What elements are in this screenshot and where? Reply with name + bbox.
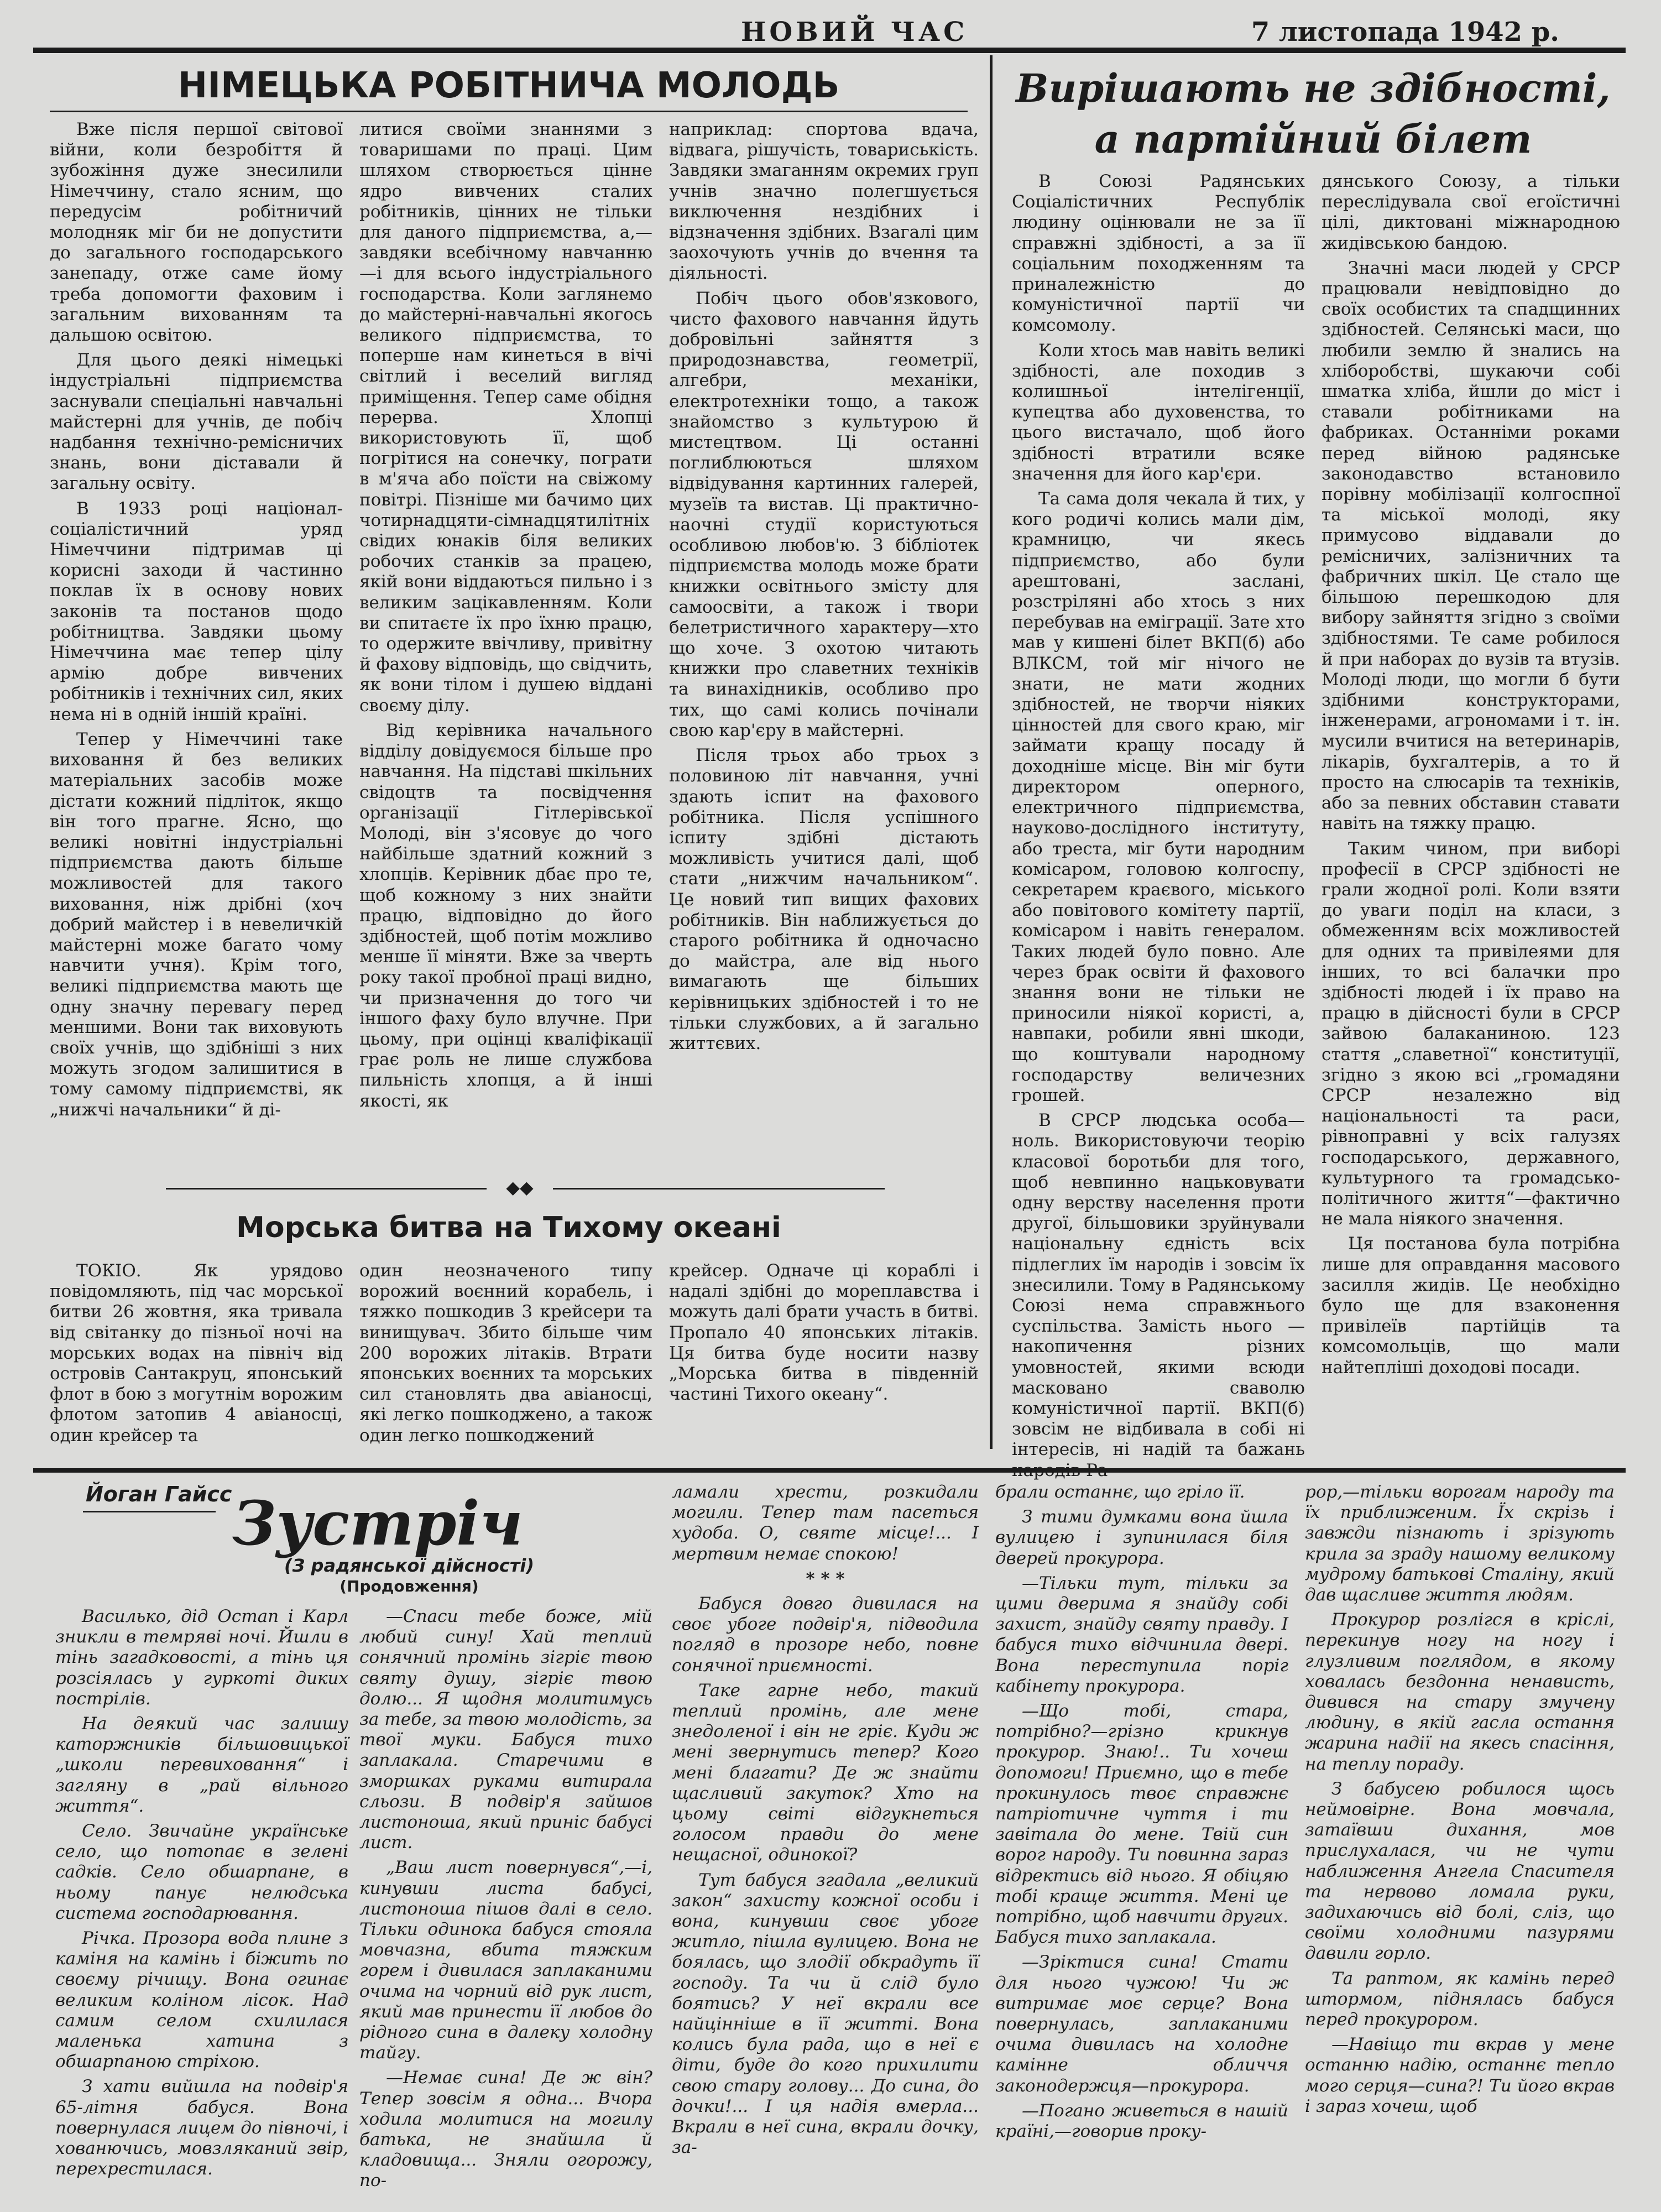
article-column (50, 1261, 343, 1449)
paragraph: „Ваш лист повернувся“,—і, кинувши листа бабусі, листоноша пішов далі в село. Тільки одинока бабуся стояла мовчазна, вбита тяжким горем і дивилася заплаканими очима на чорний від рук лист, який мав принести її любов до рідного сина в далеку холодну тайгу. (359, 1858, 652, 2063)
top-rule (33, 48, 1626, 53)
article-column (669, 119, 979, 1159)
story-column (995, 1482, 1288, 2198)
paragraph: В Союзі Радянських Соціалістичних Республік людину оцінювали не за її справжні здібності, а за її соціальним походженням та приналежністю до комуністичної партії чи комсомолу. (1012, 171, 1305, 336)
column-divider (990, 55, 993, 1449)
paragraph: В СРСР людська особа—ноль. Використовуючи теорію класової боротьби для того, щоб невпинно нацьковувати одну верству населення проти другої, більшовики зруйнували національну єдність всіх підлеглих їм народів і зовсім їх знесилили. Тому в Радянському Союзі нема справжнього суспільства. Замість нього — накопичення різних умовностей, якими всюди масковано сваволю комуністичної партії. ВКП(б) зовсім не відбивала в собі ні інтересів, ні надій та бажань (1012, 1110, 1305, 1460)
paragraph: Побіч цього обов'язкового, чисто фахового навчання йдуть добровільні зайняття з природознавства, геометрії, алгебри, механіки, електротехніки тощо, а також знайомство з культурою й мистецтвом. Ці останні поглиблюються шляхом відвідування картинних галерей, музеїв та вистав. Ці практично-наочні студії користуються особливою любов'ю. З бібліотек підприємства молодь може брати книжки освітнього змісту для самоосвіти, а також і твори белетристичного характеру—хто що хоче. З охотою читають книжки про славетних техніків та винахідників, особливо про тих, що самі колись почінали свою кар'єру в майстерні. (669, 288, 979, 740)
ornament-icon: ◆◆ (487, 1177, 553, 1198)
paragraph: Коли хтось мав навіть великі здібності, але походив з колишньої інтелігенції, купецтва або духовенства, то цього вистачало, щоб його здібності втратили всяке значення для його кар'єри. (1012, 340, 1305, 484)
paragraph: Тут бабуся згадала „великий закон“ захисту кожної особи і вона, кинувши своє убоге житло, пішла вулицею. Вона не боялась, що злодії обкрадуть її господу. Та чи й слід було боятись? У неї вкрали все найцінніше в її житті. Вона колись була рада, що в неї є діти, буде до кого прихилити свою стару голову... До сина, до дочки!... І ця надія вмерла... Вкрали в неї сина, вкрали дочку, за- (672, 1870, 979, 2158)
paragraph: Від керівника начального відділу довідуємося більше про навчання. На підставі шкільних свідоцтв та посвідчення організації Гітлерівської Молоді, він з'ясовує до чого найбільше здатний кожний з хлопців. Керівник дбає про те, щоб кожному з них знайти працю, відповідно до його здібностей, щоб потім можливо менше її міняти. Вже за чверть року такої пробної праці видно, чи призначення до того чи іншого фаху було влучне. При цьому, при оцінці кваліфікації грає роль не лише службова пильність хлопця, а й інші якості, як (359, 720, 652, 1111)
article-column (1322, 171, 1620, 1449)
article-column (50, 119, 343, 1159)
newspaper-name: НОВИЙ ЧАС (741, 17, 968, 48)
article-column (359, 1261, 652, 1449)
author-name: Йоган Гайсс (86, 1482, 232, 1506)
paragraph: Річка. Прозора вода плине з каміня на камінь і біжить по своєму річищу. Вона огинає великим коліном лісок. Над самим селом схилилася маленька хатина з обшарпаною стріхою. (55, 1928, 348, 2072)
paragraph: З бабусею робилося щось неймовірне. Вона мовчала, затаївши дихання, мов прислухалася, чи не чути наближення Ангела Спасителя та нервово ломала руки, задихаючись від болі, сліз, що своїми холодними пазурями давили горло. (1305, 1778, 1615, 1964)
section-rule (33, 1468, 1626, 1473)
article-column (1012, 171, 1305, 1460)
paragraph: Бабуся довго дивилася на своє убоге подвір'я, підводила погляд в прозоре небо, повне сонячної приємності. (672, 1594, 979, 1676)
story-subtitle: (З радянської дійсності) (284, 1555, 534, 1576)
story-column (55, 1606, 348, 2198)
title-underline (50, 111, 968, 112)
paragraph: Вже після першої світової війни, коли безробіття й зубожіння дуже знесилили Німеччину, стало ясним, що передусім робітничий молодняк міг би не допустити до загального господарського занепаду, отже саме йому треба допомогти фаховим і загальним вихованням та дальшою освітою. (50, 119, 343, 346)
paragraph: Та раптом, як камінь перед штормом, піднялась бабуся перед прокурором. (1305, 1968, 1615, 2030)
story-title: Зустріч (232, 1488, 523, 1559)
paragraph: ТОКІО. Як урядово повідомляють, під час морської битви 26 жовтня, яка тривала від світанку до пізньої ночі на морських водах на північ від островів Сантакруц, японський флот в бою з могутнім ворожим флотом затопив 4 авіаносці, один крейсер та (50, 1261, 343, 1446)
paragraph: З тими думками вона йшла вулицею і зупинилася біля дверей прокурора. (995, 1507, 1288, 1568)
paragraph: Село. Звичайне українське село, що потопає в зелені садків. Село обшарпане, в ньому панує нелюдська система господарювання. (55, 1821, 348, 1923)
paragraph: Василько, дід Остап і Карл зникли в темряві ночі. Йшли в тінь загадковості, а тінь ця розсіялась у гуркоті диких пострілів. (55, 1606, 348, 1709)
paragraph: Тепер у Німеччині таке виховання й без великих матеріальних засобів може дістати кожний підліток, якщо він того прагне. Ясно, що великі новітні індустріальні підприємства дають більше можливостей для такого виховання, ніж дрібні (хоч добрий майстер і в невеличкій майстерні може багато чому навчити учня). Крім того, великі підприємства мають ще одну значну перевагу перед меншими. Вони так виховують своїх учнів, що здібніші з них можуть згодом залишитися в тому самому підприємстві, як „нижчі начальники“ й ді- (50, 729, 343, 1120)
paragraph: —Немає сина! Де ж він? Тепер зовсім я одна... Вчора ходила молитися на могилу батька, не знайшла й кладовища... Зняли огорожу, по- (359, 2068, 652, 2191)
author-underline (83, 1511, 216, 1512)
story-column (1305, 1482, 1615, 2198)
article-title: НІМЕЦЬКА РОБІТНИЧА МОЛОДЬ (177, 65, 840, 106)
paragraph: Таким чином, при виборі професії в СРСР здібності не грали жодної ролі. Коли взяти до уваги поділ на класи, з обмеженням всіх можливостей для одних та привілеями для інших, то всі балачки про здібності людей і їх право на працю в дійсності були в СРСР зайвою балаканиною. 123 стаття „славетної“ конституції, згідно з якою всі „громадяни СРСР незалежно від національності та раси, рівноправні у всіх галузях господарського, державного, культурного та громадсько-політичного життя“—фактично не мала ніякого значення. (1322, 838, 1620, 1229)
story-column (672, 1482, 979, 2198)
article-column (359, 119, 652, 1159)
paragraph: —Спаси тебе боже, мій любий сину! Хай теплий сонячний промінь зігріє твою святу душу, зігріє твою долю... Я щодня молитимусь за тебе, за твою молодість, за твої муки. Бабуся тихо заплакала. Старечими в зморшках руками витирала сльози. В подвір'я зайшов листоноша, який приніс бабусі лист. (359, 1606, 652, 1853)
paragraph: Для цього деякі німецькі індустріальні підприємства заснували спеціальні навчальні майстерні для учнів, де побіч надбання технічно-ремісничих знань, вони діставали й загальну освіту. (50, 350, 343, 494)
paragraph: Значні маси людей у СРСР працювали невідповідно до своїх особистих та спадщинних здібностей. Селянські маси, що любили землю й знались на хліборобстві, шукаючи собі шматка хліба, йшли до міст і ставали робітниками на фабриках. Останніми роками перед війною радянське законодавство встановило порівну мобілізації колгоспної та міської молоді, яку примусово віддавали до ремісничих, залізничних та фабричних шкіл. Це стало ще більшою перешкодою для вибору зайняття згідно з своїми здібностями. Те саме робилося й при наборах до вузів та втузів. Молоді люди, що могли б бути здібними конструкторами, інженерами, агрономами і т. ін. мусили вчитися на ветеринарів, лікарів, бухгалтерів, а то й просто на слюсарів та техніків, або за певних обставин ставати навіть на тяжку працю. (1322, 258, 1620, 834)
story-column (359, 1606, 652, 2198)
paragraph: литися своїми знаннями з товаришами по праці. Цим шляхом створюється цінне ядро вивчених сталих робітників, цінних не тільки для даного підприємства, а,—завдяки всебічному навчанню—і для всього індустріального господарства. Коли заглянемо до майстерні-навчальні якогось великого підприємства, то поперше нам кинеться в вічі світлий і веселий вигляд приміщення. Тепер саме обідня перерва. Хлопці використовують її, щоб погрітися на сонечку, пограти в м'яча або поїсти на свіжому повітрі. Пізніше ми бачимо цих чотирнадцяти-сімнадцятилітніх свідих юнаків біля великих робочих станків за працею, якій вони віддаються пильно і з великим зацікавленням. Коли ви спитаєте їх про їхню працю, то одержите ввічливу, привітну й фахову відповідь, що свідчить, як вони тілом і душею віддані своєму ділу. (359, 119, 652, 716)
paragraph: Після трьох або трьох з половиною літ навчання, учні здають іспит на фахового робітника. Після успішного іспиту здібні дістають можливість учитися далі, щоб стати „нижчим начальником“. Це новий тип вищих фахових робітників. Він наближується до старого робітника й одночасно до майстра, але від нього вимагають ще більших керівницьких здібностей і то не тільки службових, а й загально життєвих. (669, 745, 979, 1053)
paragraph: наприклад: спортова вдача, відвага, рішучість, товариськість. Завдяки змаганням окремих груп учнів значно полегшується виключення нездібних і відзначення здібних. Взагалі цим заохочують учнів до вчення та діяльності. (669, 119, 979, 284)
paragraph: один неозначеного типу ворожий воєнний корабель, і тяжко пошкодив 3 крейсери та винищувач. Збито більше чим 200 ворожих літаків. Втрати японських воєнних та морських сил становлять два авіаносці, які легко пошкоджено, а також один легко пошкоджений (359, 1261, 652, 1446)
article-title: Морська битва на Тихому океані (236, 1211, 781, 1244)
continued-label: (Продовження) (339, 1577, 479, 1595)
masthead (33, 17, 1626, 48)
paragraph: дянського Союзу, а тільки переслідувала свої егоїстичні цілі, диктовані міжнародною жидівською бандою. (1322, 171, 1620, 253)
paragraph: крейсер. Одначе ці кораблі і надалі здібні до мореплавства і можуть далі брати участь в битві. Пропало 40 японських літаків. Ця битва буде носити назву „Морська битва в південній частині Тихого океану“. (669, 1261, 979, 1405)
paragraph: На деякий час залишу каторжників більшовицької „школи перевиховання“ і загляну в „рай вільного життя“. (55, 1714, 348, 1816)
issue-date: 7 листопада 1942 р. (1251, 17, 1559, 48)
paragraph: З хати вийшла на подвір'я 65-літня бабуся. Вона повернулася лицем до півночі, і хованючись, мовзляканий звір, перехрестилася. (55, 2077, 348, 2179)
paragraph: —Тільки тут, тільки за цими дверима я знайду собі захист, знайду святу правду. І бабуся тихо відчинила двері. Вона переступила поріг кабінету прокурора. (995, 1573, 1288, 1696)
paragraph: Ця постанова була потрібна лише для оправдання масового засилля жидів. Це необхідно було ще для взаконення привілеїв партійців та комсомольців, що мали найтепліші доходові посади. (1322, 1234, 1620, 1378)
paragraph: —Зріктися сина! Стати для нього чужою! Чи ж витримає моє серце? Вона повернулась, заплаканими очима дивилась на холодне камінне обличчя законодержця—прокурора. (995, 1952, 1288, 2096)
paragraph: В 1933 році націонал-соціалістичний уряд Німеччини підтримав ці корисні заходи й частинно поклав їх в основу нових законів та постанов щодо робітництва. Завдяки цьому Німеччина має тепер цілу армію добре вивчених робітників і технічних сил, яких нема ні в одній іншій країні. (50, 498, 343, 724)
paragraph: —Що тобі, стара, потрібно?—грізно крикнув прокурор. Знаю!.. Ти хочеш допомоги! Приємно, що в тебе прокинулось твоє справжнє патріотичне чуття і ти завітала до мене. Твій син ворог народу. Ти повинна зараз відректись від нього. Я обіцяю тобі краще життя. Мені це потрібно, щоб навчити других. Бабуся тихо заплакала. (995, 1701, 1288, 1948)
paragraph: —Погано живеться в нашій країні,—говорив проку- (995, 2100, 1288, 2142)
paragraph: —Навіщо ти вкрав у мене останню надію, останнє тепло мого серця—сина?! Ти його вкрав і зараз хочеш, щоб (1305, 2034, 1615, 2116)
paragraph: Та сама доля чекала й тих, у кого родичі колись мали дім, крамницю, чи якесь підприємство, або були арештовані, заслані, розстріляні або хтось з них перебував на еміграції. Зате хто мав у кишені білет ВКП(б) або ВЛКСМ, той міг нічого не знати, не мати жодних здібностей, не творчи ніяких цінностей для свого краю, міг займати кращу посаду й доходніше місце. Він міг бути директором оперного, електричного підприємства, науково-дослідного інституту, або треста, міг бути народним комісаром, головою колгоспу, секретарем краєвого, міського або повітового комітету партії, комісаром і навіть генералом. Таких людей було повно. Але через брак освіти й фахового знання вони не тільки не приносили ніякої користі, а, навпаки, робили явні шкоди, що коштували народному господарству величезних грошей. (1012, 489, 1305, 1105)
article-title-line: а партійний білет (1094, 116, 1532, 162)
paragraph: рор,—тільки ворогам народу та їх приближеним. Їх скрізь і завжди пізнають і зрізують крила за зраду нашому великому мудрому батькові Сталіну, який дав щасливе життя людям. (1305, 1482, 1615, 1605)
article-column (669, 1261, 979, 1449)
paragraph: Прокурор розлігся в кріслі, перекинув ногу на ногу і глузливим поглядом, в якому ховалась бездонна ненависть, дивився на стару змучену людину, в якій гасла остання жарина надії на якесь спасіння, на теплу пораду. (1305, 1610, 1615, 1774)
section-break: * * * (806, 1568, 845, 1589)
paragraph: ламали хрести, розкидали могили. Тепер там пасеться худоба. О, святе місце!... І мертвим немає спокою! (672, 1482, 979, 1564)
paragraph: брали останнє, що гріло її. (995, 1482, 1245, 1502)
paragraph: Таке гарне небо, такий теплий промінь, але мене знедоленої і він не гріє. Куди ж мені звернутись тепер? Кого мені благати? Де ж знайти щасливий закуток? Хто на цьому світі відгукнеться голосом правди до мене нещасної, одинокої? (672, 1680, 979, 1865)
article-title-line: Вирішають не здібності, (1016, 65, 1611, 111)
